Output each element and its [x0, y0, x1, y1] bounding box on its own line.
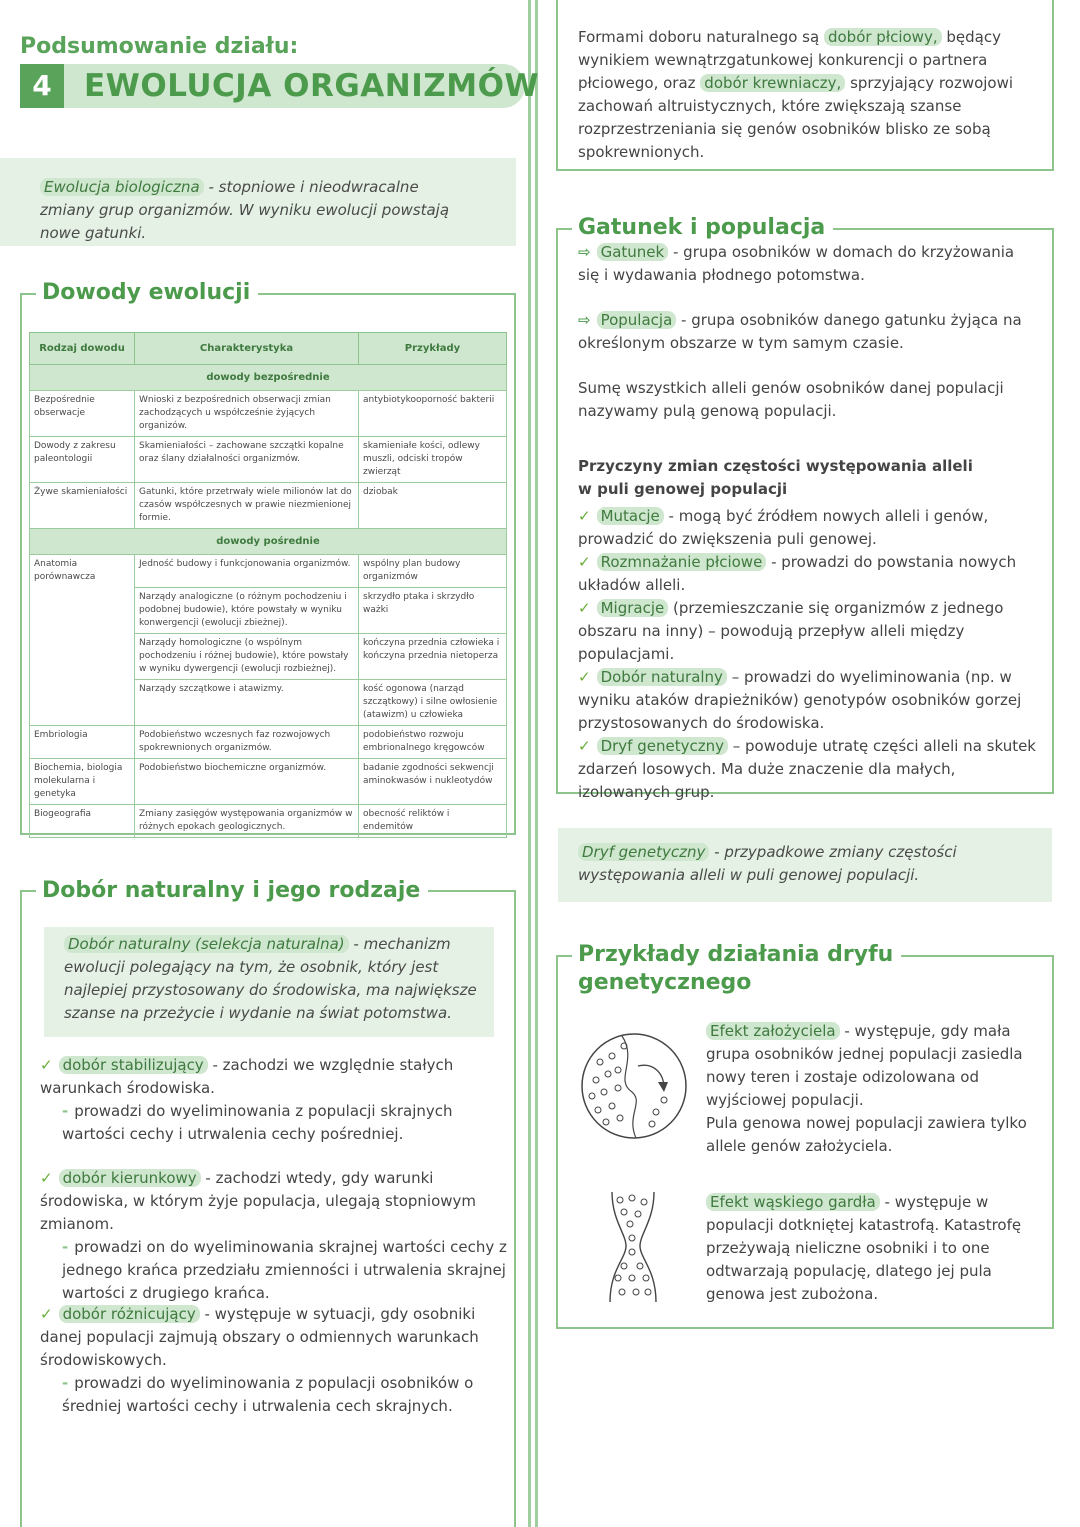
- population-term: Populacja: [597, 311, 677, 329]
- forms-text: [578, 26, 1048, 164]
- type-sub: prowadzi do wyeliminowania z populacji skrajnych wartości cechy i utrwalenia cechy pośredniej.: [62, 1102, 453, 1143]
- sexual-selection-term: dobór płciowy,: [824, 28, 942, 46]
- forms-text-2: będący wynikiem wewnątrzgatunkowej konkurencji o partnera płciowego, oraz: [578, 28, 1001, 92]
- natural-selection-definition: [44, 927, 494, 1037]
- check-icon: ✓: [578, 668, 591, 686]
- type-text: - zachodzi wtedy, gdy warunki środowiska, w którym żyje populacja, ulegają stopniowym zmianom.: [40, 1169, 477, 1233]
- selection-type-disruptive: [40, 1303, 510, 1418]
- cause-text: (przemieszczanie się organizmów z jednego obszaru na inny) – powodują przepływ alleli między populacjami.: [578, 599, 1004, 663]
- indirect-evidence-label: dowody pośrednie: [30, 529, 507, 555]
- selection-type-directional: [40, 1167, 510, 1305]
- table-row: [30, 555, 507, 588]
- natural-selection-text: - mechanizm ewolucji polegający na tym, że osobnik, który jest najlepiej przystosowany do środowiska, ma największe szanse na przeżycie i wydanie na świat potomstwa.: [64, 935, 477, 1022]
- type-sub: prowadzi on do wyeliminowania skrajnej wartości cechy z jednego krańca przedziału zmienności i utrwalenia skrajnej wartości z drugiego krańca.: [62, 1238, 507, 1302]
- evolution-definition: [0, 158, 516, 246]
- drift-text: - przypadkowe zmiany częstości występowania alleli w puli genowej populacji.: [578, 843, 957, 884]
- type-text: - zachodzi we względnie stałych warunkach środowiska.: [40, 1056, 454, 1097]
- dash-icon: -: [62, 1238, 69, 1256]
- bottleneck-diagram-icon: [604, 1190, 662, 1304]
- chapter-number: 4: [20, 64, 64, 108]
- list-item: [578, 735, 1046, 804]
- type-sub: prowadzi do wyeliminowania z populacji osobników o średniej wartości cechy i utrwalenia cech skrajnych.: [62, 1374, 474, 1415]
- check-icon: ✓: [40, 1305, 53, 1323]
- founder-text-2: Pula genowa nowej populacji zawiera tylko allele genów założyciela.: [706, 1114, 1027, 1155]
- table-cell: wspólny plan budowy organizmów: [359, 555, 507, 588]
- species-definition: [578, 241, 1038, 287]
- dash-icon: -: [62, 1374, 69, 1392]
- list-item: [578, 666, 1046, 735]
- bottleneck-effect-text: [706, 1191, 1046, 1306]
- selection-title: Dobór naturalny i jego rodzaje: [36, 877, 428, 905]
- dash-icon: -: [62, 1102, 69, 1120]
- evidence-title: Dowody ewolucji: [36, 279, 258, 307]
- table-cell: Żywe skamieniałości: [30, 483, 135, 529]
- species-term: Gatunek: [597, 243, 669, 261]
- population-definition: [578, 309, 1038, 355]
- type-term: dobór różnicujący: [59, 1305, 200, 1323]
- table-row: [30, 805, 507, 838]
- drift-examples-title: [572, 941, 901, 997]
- type-term: dobór stabilizujący: [59, 1056, 208, 1074]
- type-text: - występuje w sytuacji, gdy osobniki danej populacji zajmują obszary o odmiennych warunkach środowiskowych.: [40, 1305, 479, 1369]
- cause-term: Dobór naturalny: [597, 668, 727, 686]
- table-cell: Narządy analogiczne (o różnym pochodzeniu i podobnej budowie), które powstały w wyniku konwergencji (ewolucji zbieżnej).: [135, 588, 359, 634]
- species-text: - grupa osobników w domach do krzyżowania się i wydawania płodnego potomstwa.: [578, 243, 1015, 284]
- forms-text-3: sprzyjający rozwojowi zachowań altruistycznych, które zwiększają szanse rozprzestrzeniania się genów osobników blisko ze sobą spokrewnionych.: [578, 74, 1014, 161]
- arrow-right-icon: ⇨: [578, 311, 591, 329]
- cause-text: – prowadzi do wyeliminowania (np. w wyniku ataków drapieżników) genotypów osobników gorzej przystosowanych do środowiska.: [578, 668, 1022, 732]
- cause-text: - mogą być źródłem nowych alleli i genów, prowadzić do zwiększenia puli genowej.: [578, 507, 989, 548]
- table-row: [30, 437, 507, 483]
- table-cell: dziobak: [359, 483, 507, 529]
- table-header-row: [30, 333, 507, 365]
- cause-text: - prowadzi do powstania nowych układów alleli.: [578, 553, 1017, 594]
- population-text: - grupa osobników danego gatunku żyjąca na określonym obszarze w tym samym czasie.: [578, 311, 1022, 352]
- table-cell: Podobieństwo biochemiczne organizmów.: [135, 759, 359, 805]
- evolution-term: Ewolucja biologiczna: [40, 178, 204, 196]
- selection-type-stabilizing: [40, 1054, 510, 1146]
- founder-text: - występuje, gdy mała grupa osobników jednej populacji zasiedla nowy teren i zostaje odizolowana od wyjściowej populacji.: [706, 1022, 1023, 1109]
- species-title: Gatunek i populacja: [572, 214, 833, 242]
- table-cell: obecność reliktów i endemitów: [359, 805, 507, 838]
- table-cell: Skamieniałości – zachowane szczątki kopalne oraz ślany działalności organizmów.: [135, 437, 359, 483]
- type-term: dobór kierunkowy: [59, 1169, 201, 1187]
- table-cell: Podobieństwo wczesnych faz rozwojowych spokrewnionych organizmów.: [135, 726, 359, 759]
- natural-selection-term: Dobór naturalny (selekcja naturalna): [64, 935, 349, 953]
- table-cell: Anatomia porównawcza: [30, 555, 135, 726]
- causes-title: Przyczyny zmian częstości występowania alleli w puli genowej populacji: [578, 457, 973, 498]
- list-item: [578, 505, 1046, 551]
- drift-definition: [558, 828, 1052, 902]
- gene-pool-text: Sumę wszystkich alleli genów osobników danej populacji nazywamy pulą genową populacji.: [578, 379, 1004, 420]
- table-row: [30, 759, 507, 805]
- table-row: [30, 483, 507, 529]
- cause-term: Dryf genetyczny: [597, 737, 728, 755]
- evidence-table: [29, 332, 507, 838]
- table-cell: Biogeografia: [30, 805, 135, 838]
- column-divider: [528, 0, 538, 1527]
- drift-title-line: Przykłady działania dryfu: [578, 942, 894, 967]
- table-cell: Narządy szczątkowe i atawizmy.: [135, 680, 359, 726]
- table-cell: Zmiany zasięgów występowania organizmów w różnych epokach geologicznych.: [135, 805, 359, 838]
- table-cell: kość ogonowa (narząd szczątkowy) i silne owłosienie (atawizm) u człowieka: [359, 680, 507, 726]
- table-cell: badanie zgodności sekwencji aminokwasów i nukleotydów: [359, 759, 507, 805]
- table-row: [30, 391, 507, 437]
- cause-term: Rozmnażanie płciowe: [597, 553, 767, 571]
- forms-text-1: Formami doboru naturalnego są: [578, 28, 824, 46]
- check-icon: ✓: [40, 1169, 53, 1187]
- drift-term: Dryf genetyczny: [578, 843, 709, 861]
- bottleneck-term: Efekt wąskiego gardła: [706, 1193, 880, 1211]
- table-cell: Jedność budowy i funkcjonowania organizmów.: [135, 555, 359, 588]
- page-title: EWOLUCJA ORGANIZMÓW: [84, 68, 540, 104]
- column-header: Przykłady: [359, 333, 507, 365]
- drift-title-line: genetycznego: [578, 970, 752, 995]
- table-cell: Gatunki, które przetrwały wiele milionów lat do czasów współczesnych w prawie niezmienionej formie.: [135, 483, 359, 529]
- table-cell: Bezpośrednie obserwacje: [30, 391, 135, 437]
- arrow-right-icon: ⇨: [578, 243, 591, 261]
- bottleneck-text: - występuje w populacji dotkniętej katastrofą. Katastrofę przeżywają nieliczne osobniki i to one odtwarzają populację, dlatego jej pula genowa jest zubożona.: [706, 1193, 1022, 1303]
- list-item: [578, 551, 1046, 597]
- cause-term: Migracje: [597, 599, 669, 617]
- check-icon: ✓: [578, 599, 591, 617]
- check-icon: ✓: [578, 507, 591, 525]
- cause-text: – powoduje utratę części alleli na skutek zdarzeń losowych. Ma duże znaczenie dla małych, izolowanych grup.: [578, 737, 1036, 801]
- cause-term: Mutacje: [597, 507, 664, 525]
- list-item: [578, 597, 1046, 666]
- table-cell: Narządy homologiczne (o wspólnym pochodzeniu i różnej budowie), które powstały w wyniku dywergencji (ewolucji rozbieżnej).: [135, 634, 359, 680]
- check-icon: ✓: [578, 553, 591, 571]
- founder-term: Efekt założyciela: [706, 1022, 840, 1040]
- table-cell: Embriologia: [30, 726, 135, 759]
- direct-evidence-label: dowody bezpośrednie: [30, 365, 507, 391]
- table-cell: kończyna przednia człowieka i kończyna przednia nietoperza: [359, 634, 507, 680]
- evolution-definition-text: - stopniowe i nieodwracalne zmiany grup organizmów. W wyniku ewolucji powstają nowe gatunki.: [40, 178, 450, 242]
- check-icon: ✓: [578, 737, 591, 755]
- check-icon: ✓: [40, 1056, 53, 1074]
- table-cell: podobieństwo rozwoju embrionalnego kręgowców: [359, 726, 507, 759]
- causes-list: [578, 505, 1046, 804]
- column-header: Rodzaj dowodu: [30, 333, 135, 365]
- table-cell: Biochemia, biologia molekularna i genetyka: [30, 759, 135, 805]
- founder-effect-diagram-icon: [578, 1030, 690, 1142]
- table-cell: Wnioski z bezpośrednich obserwacji zmian zachodzących u współcześnie żyjących organizów.: [135, 391, 359, 437]
- table-cell: skamieniałe kości, odlewy muszli, odciski tropów zwierząt: [359, 437, 507, 483]
- table-row: [30, 726, 507, 759]
- section-kicker: Podsumowanie działu:: [20, 34, 299, 59]
- founder-effect-text: [706, 1020, 1046, 1158]
- column-header: Charakterystyka: [135, 333, 359, 365]
- table-cell: skrzydło ptaka i skrzydło ważki: [359, 588, 507, 634]
- table-cell: Dowody z zakresu paleontologii: [30, 437, 135, 483]
- table-cell: antybiotykooporność bakterii: [359, 391, 507, 437]
- kin-selection-term: dobór krewniaczy,: [700, 74, 845, 92]
